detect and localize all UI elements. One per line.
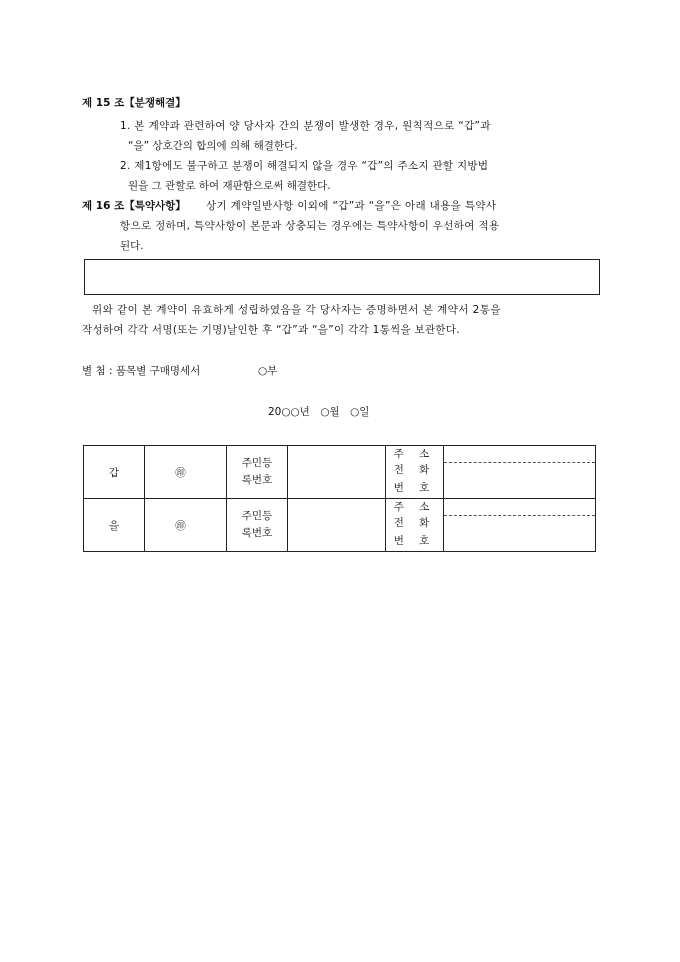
phone-label-line-1: 전 화: [393, 517, 436, 529]
article-16-line-3: 된다.: [120, 240, 144, 252]
resident-number-label-line-1: 주민등: [241, 510, 273, 522]
attachment-label: 별 첨 : 품목별 구매명세서: [82, 365, 201, 377]
party-label: 을: [84, 499, 145, 552]
article-15-item-1-line-1: 1. 본 계약과 관련하여 양 당사자 간의 분쟁이 발생한 경우, 원칙적으로 “갑”과: [120, 120, 491, 132]
address-label: 주 소: [393, 448, 436, 460]
resident-number-field[interactable]: [288, 499, 386, 552]
special-terms-box[interactable]: [84, 259, 600, 295]
article-15-title: 제 15 조【분쟁해결】: [82, 97, 186, 109]
address-label: 주 소: [393, 501, 436, 513]
phone-label-line-1: 전 화: [393, 464, 436, 476]
article-16-line-1: 상기 계약일반사항 이외에 “갑”과 “을”은 아래 내용을 특약사: [206, 200, 497, 212]
article-15-item-2-line-2: 원을 그 관할로 하여 재판함으로써 해결한다.: [128, 180, 331, 192]
contract-date: 20○○년 ○월 ○일: [268, 406, 370, 418]
article-16-line-2: 항으로 정하며, 특약사항이 본문과 상충되는 경우에는 특약사항이 우선하여 적용: [120, 220, 500, 232]
article-16-title: 제 16 조【특약사항】: [82, 200, 186, 212]
resident-number-label-line-1: 주민등: [241, 457, 273, 469]
address-divider: [444, 462, 595, 463]
article-15-item-1-line-2: “을” 상호간의 합의에 의해 해결한다.: [128, 140, 298, 152]
address-phone-field[interactable]: [444, 446, 596, 499]
attachment-count: ○부: [258, 365, 278, 377]
signature-row-eul: [84, 499, 596, 552]
resident-number-field[interactable]: [288, 446, 386, 499]
party-label: 갑: [84, 446, 145, 499]
address-phone-label: [386, 499, 444, 552]
signature-row-gap: [84, 446, 596, 499]
resident-number-label-line-2: 록번호: [241, 527, 273, 539]
resident-number-label: [227, 499, 288, 552]
phone-label-line-2: 번 호: [393, 535, 436, 547]
seal-mark[interactable]: ㊞: [145, 446, 227, 499]
phone-label-line-2: 번 호: [393, 482, 436, 494]
seal-mark[interactable]: ㊞: [145, 499, 227, 552]
address-phone-field[interactable]: [444, 499, 596, 552]
resident-number-label-line-2: 록번호: [241, 474, 273, 486]
article-15-item-2-line-1: 2. 제1항에도 불구하고 분쟁이 해결되지 않을 경우 “갑”의 주소지 관할 지방법: [120, 160, 489, 172]
address-phone-label: [386, 446, 444, 499]
resident-number-label: [227, 446, 288, 499]
closing-line-2: 작성하여 각각 서명(또는 기명)날인한 후 “갑”과 “을”이 각각 1통씩을 보관한다.: [82, 324, 460, 336]
closing-line-1: 위와 같이 본 계약이 유효하게 성립하였음을 각 당사자는 증명하면서 본 계약서 2통을: [92, 304, 501, 316]
address-divider: [444, 515, 595, 516]
signature-table: [83, 445, 596, 552]
